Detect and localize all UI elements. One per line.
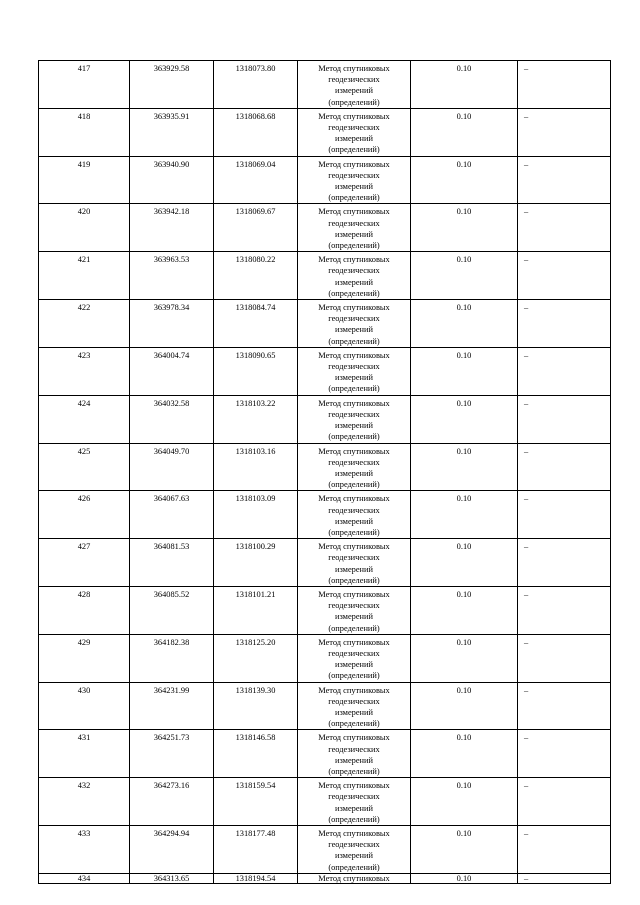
point-number-cell: 430 (39, 682, 130, 730)
y-coordinate-cell: 1318194.54 (214, 873, 298, 883)
method-line: геодезических (328, 266, 380, 276)
method-line: измерений (334, 325, 374, 335)
point-number-cell: 419 (39, 156, 130, 204)
point-number-cell: 420 (39, 204, 130, 252)
table-row (39, 204, 611, 252)
note-cell: – (518, 300, 611, 348)
x-coordinate-cell: 363942.18 (130, 204, 214, 252)
accuracy-cell: 0.10 (411, 682, 518, 730)
method-line: (определений) (328, 336, 380, 346)
method-cell (298, 778, 411, 826)
accuracy-cell: 0.10 (411, 108, 518, 156)
accuracy-cell: 0.10 (411, 539, 518, 587)
x-coordinate-cell: 364032.58 (130, 395, 214, 443)
method-cell (298, 491, 411, 539)
method-line: Метод спутниковых (318, 733, 390, 743)
method-line: измерений (334, 755, 374, 765)
y-coordinate-cell: 1318146.58 (214, 730, 298, 778)
method-line: (определений) (328, 719, 380, 729)
method-line: (определений) (328, 766, 380, 776)
method-cell (298, 443, 411, 491)
method-line: геодезических (328, 648, 380, 658)
method-line: геодезических (328, 409, 380, 419)
accuracy-cell: 0.10 (411, 586, 518, 634)
method-cell (298, 156, 411, 204)
table-row (39, 300, 611, 348)
accuracy-cell: 0.10 (411, 204, 518, 252)
table-row (39, 491, 611, 539)
method-line: Метод спутниковых (318, 829, 390, 838)
method-cell (298, 730, 411, 778)
table-row (39, 395, 611, 443)
method-line: геодезических (328, 170, 380, 180)
x-coordinate-cell: 364004.74 (130, 347, 214, 395)
note-cell: – (518, 586, 611, 634)
method-line: геодезических (328, 601, 380, 611)
method-line: измерений (334, 182, 374, 192)
method-line: (определений) (328, 623, 380, 633)
accuracy-cell: 0.10 (411, 634, 518, 682)
y-coordinate-cell: 1318103.22 (214, 395, 298, 443)
y-coordinate-cell: 1318103.16 (214, 443, 298, 491)
method-cell (298, 347, 411, 395)
y-coordinate-cell: 1318103.09 (214, 491, 298, 539)
method-line: измерений (334, 229, 374, 239)
point-number-cell: 421 (39, 252, 130, 300)
point-number-cell: 431 (39, 730, 130, 778)
method-line: Метод спутниковых (318, 303, 390, 313)
method-line: измерений (334, 421, 374, 431)
method-line: (определений) (328, 241, 380, 251)
table-row (39, 730, 611, 778)
coordinates-table (38, 60, 611, 884)
y-coordinate-cell: 1318080.22 (214, 252, 298, 300)
method-line: геодезических (328, 314, 380, 324)
method-line: Метод спутниковых (318, 398, 390, 408)
method-line: геодезических (328, 123, 380, 133)
method-line: измерений (334, 468, 374, 478)
table-row (39, 443, 611, 491)
method-line: измерений (334, 373, 374, 383)
table-body (39, 61, 611, 884)
method-line: измерений (334, 134, 374, 144)
method-line: измерений (334, 803, 374, 813)
note-cell: – (518, 252, 611, 300)
x-coordinate-cell: 364313.65 (130, 873, 214, 883)
method-line: Метод спутниковых (318, 207, 390, 217)
point-number-cell: 422 (39, 300, 130, 348)
x-coordinate-cell: 364294.94 (130, 826, 214, 874)
point-number-cell: 434 (39, 873, 130, 883)
accuracy-cell: 0.10 (411, 252, 518, 300)
accuracy-cell: 0.10 (411, 730, 518, 778)
accuracy-cell: 0.10 (411, 156, 518, 204)
table-row (39, 873, 611, 883)
table-row (39, 778, 611, 826)
note-cell: – (518, 826, 611, 874)
accuracy-cell: 0.10 (411, 61, 518, 109)
x-coordinate-cell: 363935.91 (130, 108, 214, 156)
x-coordinate-cell: 363963.53 (130, 252, 214, 300)
accuracy-cell: 0.10 (411, 491, 518, 539)
x-coordinate-cell: 363978.34 (130, 300, 214, 348)
x-coordinate-cell: 364231.99 (130, 682, 214, 730)
point-number-cell: 433 (39, 826, 130, 874)
table-row (39, 682, 611, 730)
x-coordinate-cell: 364251.73 (130, 730, 214, 778)
x-coordinate-cell: 364182.38 (130, 634, 214, 682)
note-cell: – (518, 873, 611, 883)
table-row (39, 586, 611, 634)
point-number-cell: 424 (39, 395, 130, 443)
y-coordinate-cell: 1318139.30 (214, 682, 298, 730)
method-cell (298, 586, 411, 634)
y-coordinate-cell: 1318069.67 (214, 204, 298, 252)
method-cell (298, 300, 411, 348)
method-line: Метод спутниковых (318, 111, 390, 121)
y-coordinate-cell: 1318068.68 (214, 108, 298, 156)
y-coordinate-cell: 1318090.65 (214, 347, 298, 395)
method-line: Метод спутниковых (318, 64, 390, 73)
y-coordinate-cell: 1318069.04 (214, 156, 298, 204)
method-cell (298, 634, 411, 682)
method-line: (определений) (328, 575, 380, 585)
method-cell (298, 539, 411, 587)
note-cell: – (518, 443, 611, 491)
note-cell: – (518, 156, 611, 204)
point-number-cell: 428 (39, 586, 130, 634)
method-line: измерений (334, 564, 374, 574)
point-number-cell: 426 (39, 491, 130, 539)
method-line: (определений) (328, 862, 380, 872)
method-line: (определений) (328, 432, 380, 442)
table-row (39, 826, 611, 874)
method-line: Метод спутниковых (318, 781, 390, 791)
method-line: Метод спутниковых (318, 589, 390, 599)
method-line: измерений (334, 86, 374, 96)
method-cell (298, 108, 411, 156)
x-coordinate-cell: 363929.58 (130, 61, 214, 109)
y-coordinate-cell: 1318073.80 (214, 61, 298, 109)
method-line: геодезических (328, 362, 380, 372)
method-line: геодезических (328, 840, 380, 850)
y-coordinate-cell: 1318159.54 (214, 778, 298, 826)
accuracy-cell: 0.10 (411, 826, 518, 874)
point-number-cell: 427 (39, 539, 130, 587)
note-cell: – (518, 491, 611, 539)
table-row (39, 634, 611, 682)
method-line: Метод спутниковых (318, 494, 390, 504)
point-number-cell: 425 (39, 443, 130, 491)
point-number-cell: 429 (39, 634, 130, 682)
accuracy-cell: 0.10 (411, 778, 518, 826)
table-row (39, 347, 611, 395)
method-cell (298, 682, 411, 730)
note-cell: – (518, 61, 611, 109)
method-line: измерений (334, 851, 374, 861)
method-line: геодезических (328, 744, 380, 754)
note-cell: – (518, 108, 611, 156)
method-line: (определений) (328, 193, 380, 203)
method-line: Метод спутниковых (318, 350, 390, 360)
method-line: (определений) (328, 97, 380, 107)
note-cell: – (518, 778, 611, 826)
y-coordinate-cell: 1318101.21 (214, 586, 298, 634)
note-cell: – (518, 539, 611, 587)
method-line: Метод спутниковых (318, 685, 390, 695)
x-coordinate-cell: 363940.90 (130, 156, 214, 204)
point-number-cell: 417 (39, 61, 130, 109)
method-line: Метод спутниковых (318, 159, 390, 169)
method-cell (298, 61, 411, 109)
point-number-cell: 418 (39, 108, 130, 156)
method-line: измерений (334, 516, 374, 526)
method-line: (определений) (328, 527, 380, 537)
y-coordinate-cell: 1318100.29 (214, 539, 298, 587)
method-line: геодезических (328, 457, 380, 467)
method-line: (определений) (328, 384, 380, 394)
y-coordinate-cell: 1318125.20 (214, 634, 298, 682)
point-number-cell: 423 (39, 347, 130, 395)
method-cell (298, 252, 411, 300)
method-line: Метод спутниковых (318, 873, 390, 883)
table-row (39, 252, 611, 300)
method-line: (определений) (328, 145, 380, 155)
method-line: измерений (334, 660, 374, 670)
method-line: Метод спутниковых (318, 542, 390, 552)
method-line: геодезических (328, 696, 380, 706)
method-line: геодезических (328, 505, 380, 515)
method-line: Метод спутниковых (318, 446, 390, 456)
method-line: Метод спутниковых (318, 255, 390, 265)
note-cell: – (518, 730, 611, 778)
x-coordinate-cell: 364081.53 (130, 539, 214, 587)
note-cell: – (518, 634, 611, 682)
method-line: геодезических (328, 75, 380, 85)
y-coordinate-cell: 1318177.48 (214, 826, 298, 874)
method-line: геодезических (328, 218, 380, 228)
note-cell: – (518, 347, 611, 395)
method-cell (298, 873, 411, 883)
method-cell (298, 826, 411, 874)
method-line: Метод спутниковых (318, 637, 390, 647)
method-line: (определений) (328, 814, 380, 824)
x-coordinate-cell: 364049.70 (130, 443, 214, 491)
method-line: (определений) (328, 288, 380, 298)
method-line: (определений) (328, 671, 380, 681)
method-line: (определений) (328, 480, 380, 490)
x-coordinate-cell: 364085.52 (130, 586, 214, 634)
table-row (39, 156, 611, 204)
accuracy-cell: 0.10 (411, 395, 518, 443)
x-coordinate-cell: 364067.63 (130, 491, 214, 539)
accuracy-cell: 0.10 (411, 300, 518, 348)
table-row (39, 108, 611, 156)
accuracy-cell: 0.10 (411, 443, 518, 491)
x-coordinate-cell: 364273.16 (130, 778, 214, 826)
method-cell (298, 395, 411, 443)
note-cell: – (518, 395, 611, 443)
table-row (39, 61, 611, 109)
method-cell (298, 204, 411, 252)
method-line: геодезических (328, 792, 380, 802)
accuracy-cell: 0.10 (411, 873, 518, 883)
y-coordinate-cell: 1318084.74 (214, 300, 298, 348)
method-line: измерений (334, 707, 374, 717)
point-number-cell: 432 (39, 778, 130, 826)
note-cell: – (518, 682, 611, 730)
note-cell: – (518, 204, 611, 252)
method-line: геодезических (328, 553, 380, 563)
method-line: измерений (334, 612, 374, 622)
method-line: измерений (334, 277, 374, 287)
table-row (39, 539, 611, 587)
accuracy-cell: 0.10 (411, 347, 518, 395)
